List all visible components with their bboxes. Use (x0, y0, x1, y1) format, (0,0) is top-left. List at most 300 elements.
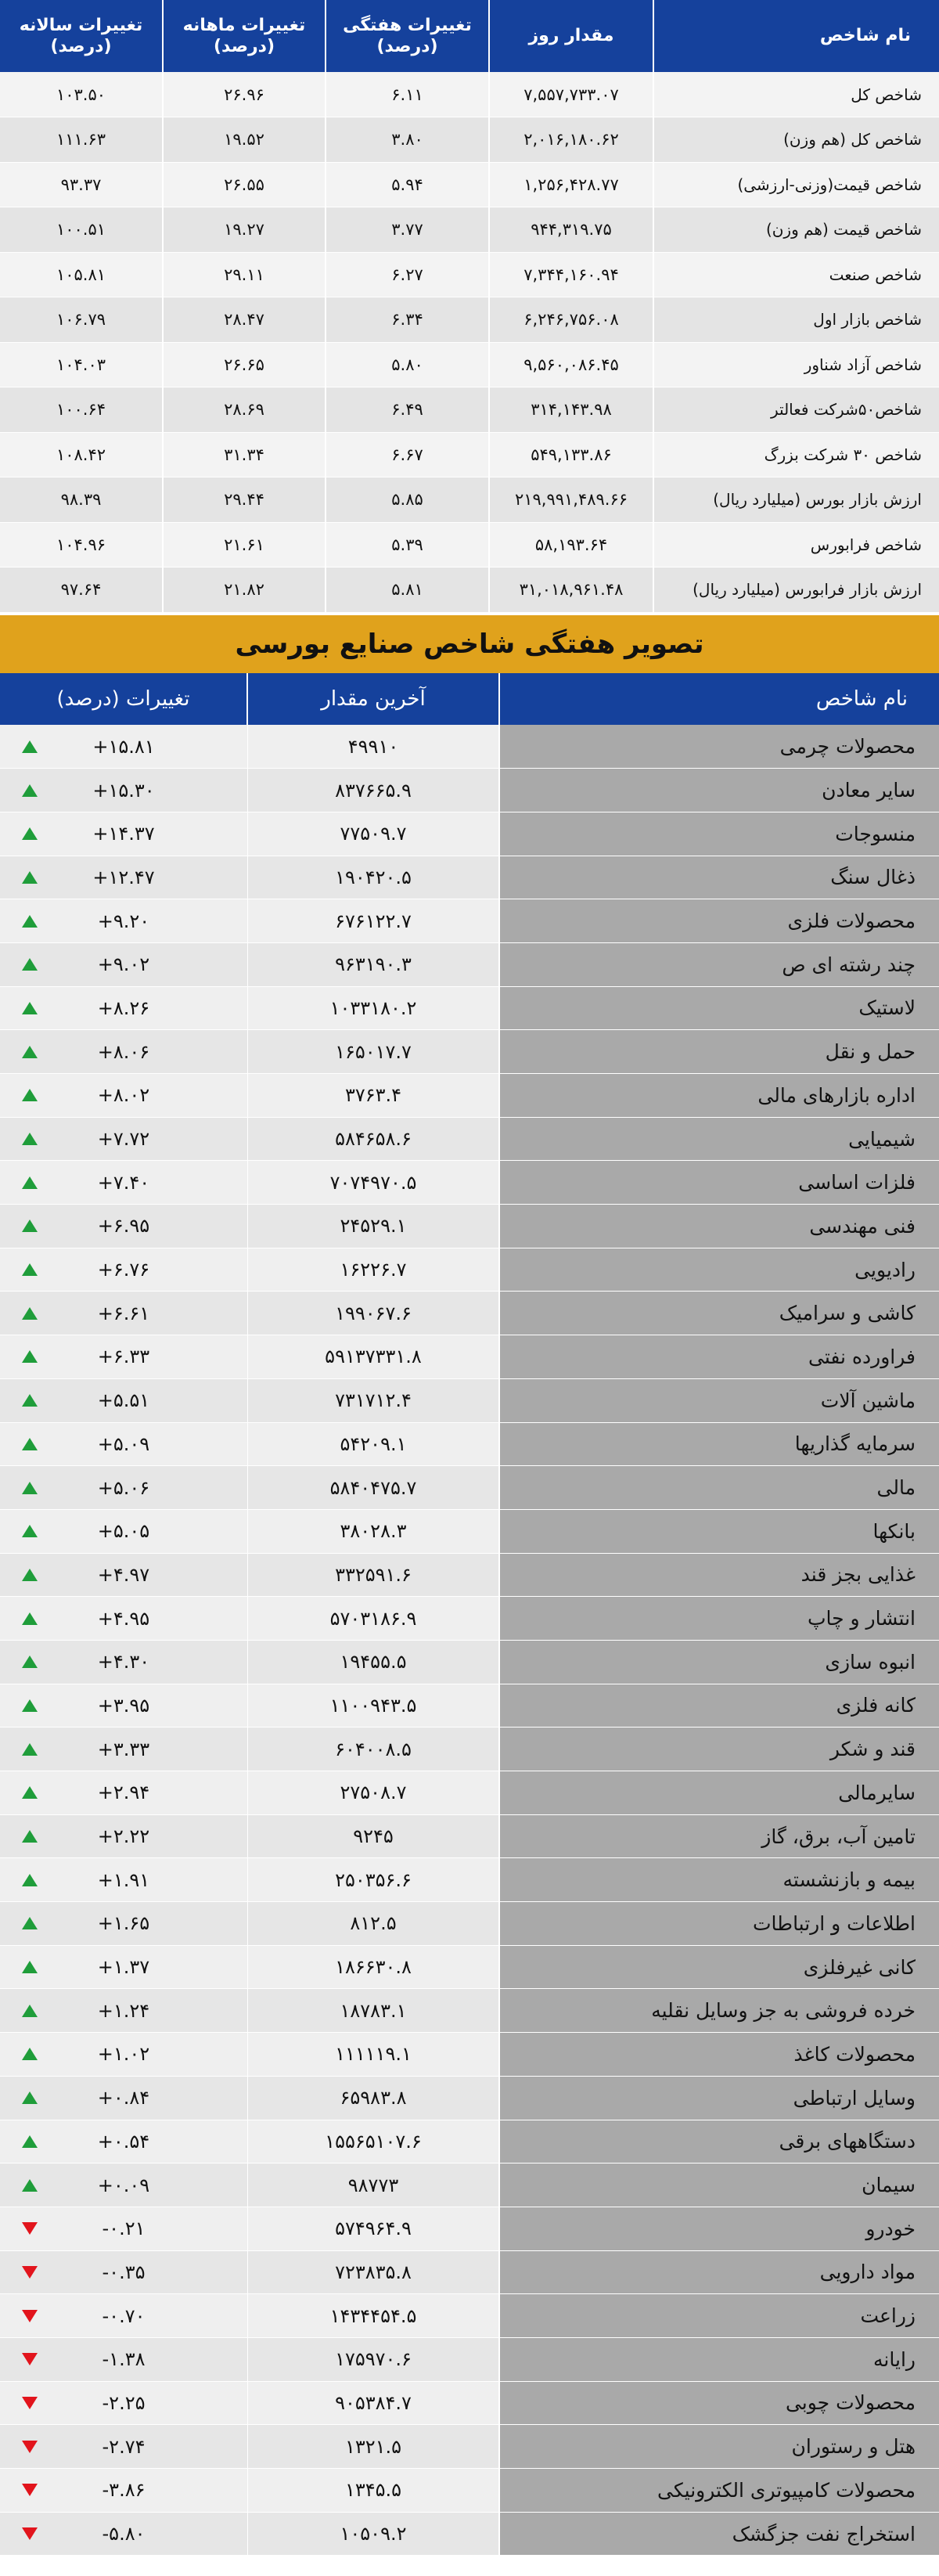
table-row (0, 1814, 939, 1858)
industry-name-cell: سرمایه گذاریها (499, 1422, 939, 1466)
industry-name-cell: ماشین آلات (499, 1378, 939, 1422)
daily-value-cell: ۳۱۴,۱۴۳.۹۸ (489, 387, 653, 433)
last-value-cell: ۸۱۲.۵ (247, 1902, 499, 1946)
triangle-up-icon (22, 2179, 38, 2192)
monthly-change-cell: ۲۹.۱۱ (163, 252, 326, 297)
last-value-cell: ۱۵۵۶۵۱۰۷.۶ (247, 2120, 499, 2163)
triangle-up-icon (22, 1917, 38, 1929)
change-percent-cell (0, 2512, 247, 2556)
change-value: +۵.۵۱ (97, 1389, 150, 1412)
table-row (0, 2337, 939, 2381)
table-row (0, 1989, 939, 2033)
change-value: +۱۵.۳۰ (92, 779, 155, 802)
table-row (0, 162, 939, 207)
change-value: +۶.۷۶ (97, 1259, 150, 1281)
change-percent-cell (0, 2425, 247, 2469)
change-value: +۱.۹۱ (97, 1868, 150, 1891)
table-row (0, 1335, 939, 1379)
last-value-cell: ۲۵۰۳۵۶.۶ (247, 1858, 499, 1902)
last-value-cell: ۷۰۷۴۹۷۰.۵ (247, 1161, 499, 1205)
yearly-change-cell: ۱۰۰.۵۱ (0, 207, 163, 253)
last-value-cell: ۱۰۳۳۱۸۰.۲ (247, 986, 499, 1030)
industry-name-cell: سیمان (499, 2163, 939, 2207)
table-row (0, 1902, 939, 1946)
last-value-cell: ۱۹۹۰۶۷.۶ (247, 1292, 499, 1335)
triangle-up-icon (22, 1961, 38, 1973)
weekly-change-cell: ۳.۸۰ (326, 117, 489, 163)
industry-name-cell: شیمیایی (499, 1117, 939, 1161)
table-row (0, 1597, 939, 1641)
triangle-up-icon (22, 2091, 38, 2104)
industry-name-cell: هتل و رستوران (499, 2425, 939, 2469)
last-value-cell: ۱۴۳۴۴۵۴.۵ (247, 2294, 499, 2338)
industry-name-cell: غذایی بجز قند (499, 1553, 939, 1597)
triangle-up-icon (22, 1786, 38, 1799)
change-value: +۰.۰۹ (97, 2174, 150, 2196)
last-value-cell: ۱۳۴۵.۵ (247, 2469, 499, 2513)
change-value: +۲.۹۴ (97, 1782, 150, 1804)
monthly-change-cell: ۱۹.۵۲ (163, 117, 326, 163)
last-value-cell: ۵۸۴۶۵۸.۶ (247, 1117, 499, 1161)
monthly-change-cell: ۲۶.۶۵ (163, 342, 326, 387)
table-row (0, 117, 939, 163)
weekly-change-cell: ۶.۶۷ (326, 432, 489, 477)
change-value: +۳.۹۵ (97, 1694, 150, 1717)
change-percent-cell (0, 2469, 247, 2513)
change-percent-cell (0, 899, 247, 943)
last-value-cell: ۱۱۱۱۱۹.۱ (247, 2033, 499, 2077)
last-value-cell: ۳۸۰۲۸.۳ (247, 1509, 499, 1553)
triangle-down-icon (22, 2527, 38, 2540)
change-percent-cell (0, 1335, 247, 1379)
header-industry-name: نام شاخص (499, 673, 939, 725)
industry-name-cell: لاستیک (499, 986, 939, 1030)
header-change-percent: تغییرات (درصد) (0, 673, 247, 725)
table-row (0, 2163, 939, 2207)
header-daily-value: مقدار روز (489, 0, 653, 72)
industry-name-cell: رادیویی (499, 1248, 939, 1292)
index-name-cell: شاخص قیمت (هم وزن) (653, 207, 939, 253)
change-percent-cell (0, 1074, 247, 1118)
table-row (0, 1553, 939, 1597)
weekly-change-cell: ۶.۳۴ (326, 297, 489, 343)
change-value: +۰.۸۴ (97, 2087, 150, 2109)
yearly-change-cell: ۱۰۴.۰۳ (0, 342, 163, 387)
table-row (0, 2250, 939, 2294)
last-value-cell: ۱۹۴۵۵.۵ (247, 1640, 499, 1684)
table-row (0, 387, 939, 433)
table-row (0, 207, 939, 253)
industry-header-row (0, 673, 939, 725)
daily-value-cell: ۷,۳۴۴,۱۶۰.۹۴ (489, 252, 653, 297)
triangle-up-icon (22, 2135, 38, 2148)
triangle-up-icon (22, 1307, 38, 1320)
triangle-up-icon (22, 1263, 38, 1276)
triangle-down-icon (22, 2222, 38, 2235)
change-value: +۹.۰۲ (97, 953, 150, 976)
industry-name-cell: انتشار و چاپ (499, 1597, 939, 1641)
change-percent-cell (0, 986, 247, 1030)
change-percent-cell (0, 1292, 247, 1335)
change-percent-cell (0, 1902, 247, 1946)
table-row (0, 812, 939, 856)
industry-name-cell: تامین آب، برق، گاز (499, 1814, 939, 1858)
industry-name-cell: کانی غیرفلزی (499, 1945, 939, 1989)
change-value: +۶.۹۵ (97, 1215, 150, 1238)
last-value-cell: ۹۸۷۷۳ (247, 2163, 499, 2207)
table-row (0, 1945, 939, 1989)
change-value: +۹.۲۰ (97, 910, 150, 932)
yearly-change-cell: ۱۰۸.۴۲ (0, 432, 163, 477)
change-value: +۳.۳۳ (97, 1738, 150, 1760)
yearly-change-cell: ۱۱۱.۶۳ (0, 117, 163, 163)
industry-index-table (0, 673, 939, 2556)
triangle-up-icon (22, 958, 38, 971)
weekly-change-cell: ۵.۹۴ (326, 162, 489, 207)
industry-name-cell: کاشی و سرامیک (499, 1292, 939, 1335)
change-value: -۲.۷۴ (102, 2435, 146, 2458)
change-percent-cell (0, 725, 247, 769)
change-value: +۶.۶۱ (97, 1302, 150, 1324)
change-value: +۴.۹۷ (97, 1563, 150, 1586)
triangle-up-icon (22, 1176, 38, 1189)
change-percent-cell (0, 942, 247, 986)
index-name-cell: شاخص قیمت(وزنی-ارزشی) (653, 162, 939, 207)
industry-name-cell: محصولات کاغذ (499, 2033, 939, 2077)
industry-name-cell: استخراج نفت جزگشک (499, 2512, 939, 2556)
daily-value-cell: ۷,۵۵۷,۷۳۳.۰۷ (489, 72, 653, 117)
table-row (0, 1640, 939, 1684)
change-value: +۴.۳۰ (97, 1651, 150, 1673)
header-yearly-change: تغییرات سالانه (درصد) (0, 0, 163, 72)
change-value: +۱.۳۷ (97, 1956, 150, 1979)
change-value: +۱۲.۴۷ (92, 866, 155, 888)
weekly-change-cell: ۶.۴۹ (326, 387, 489, 433)
change-value: +۲.۲۲ (97, 1825, 150, 1848)
industry-name-cell: منسوجات (499, 812, 939, 856)
last-value-cell: ۱۸۶۶۳۰.۸ (247, 1945, 499, 1989)
change-percent-cell (0, 1248, 247, 1292)
change-value: +۵.۰۹ (97, 1432, 150, 1455)
industry-name-cell: وسایل ارتباطی (499, 2076, 939, 2120)
table-row (0, 432, 939, 477)
weekly-change-cell: ۶.۲۷ (326, 252, 489, 297)
table-row (0, 252, 939, 297)
triangle-down-icon (22, 2397, 38, 2409)
weekly-change-cell: ۶.۱۱ (326, 72, 489, 117)
weekly-change-cell: ۵.۸۱ (326, 567, 489, 613)
daily-value-cell: ۳۱,۰۱۸,۹۶۱.۴۸ (489, 567, 653, 613)
index-name-cell: شاخص کل (653, 72, 939, 117)
industry-name-cell: فراورده نفتی (499, 1335, 939, 1379)
last-value-cell: ۱۸۷۸۳.۱ (247, 1989, 499, 2033)
triangle-up-icon (22, 1089, 38, 1101)
last-value-cell: ۵۹۱۳۷۳۳۱.۸ (247, 1335, 499, 1379)
change-value: -۵.۸۰ (102, 2523, 146, 2545)
summary-header-row (0, 0, 939, 72)
change-value: +۸.۲۶ (97, 996, 150, 1019)
last-value-cell: ۱۶۲۲۶.۷ (247, 1248, 499, 1292)
industry-name-cell: اطلاعات و ارتباطات (499, 1902, 939, 1946)
change-percent-cell (0, 1553, 247, 1597)
last-value-cell: ۲۷۵۰۸.۷ (247, 1771, 499, 1815)
triangle-up-icon (22, 1655, 38, 1668)
change-value: +۰.۵۴ (97, 2130, 150, 2153)
yearly-change-cell: ۹۸.۳۹ (0, 477, 163, 523)
last-value-cell: ۱۰۵۰۹.۲ (247, 2512, 499, 2556)
daily-value-cell: ۹۴۴,۳۱۹.۷۵ (489, 207, 653, 253)
last-value-cell: ۳۳۲۵۹۱.۶ (247, 1553, 499, 1597)
change-percent-cell (0, 1945, 247, 1989)
yearly-change-cell: ۱۰۳.۵۰ (0, 72, 163, 117)
industry-name-cell: چند رشته ای ص (499, 942, 939, 986)
table-row (0, 522, 939, 567)
index-name-cell: شاخص ۳۰ شرکت بزرگ (653, 432, 939, 477)
triangle-up-icon (22, 1046, 38, 1058)
header-index-name: نام شاخص (653, 0, 939, 72)
last-value-cell: ۳۷۶۳.۴ (247, 1074, 499, 1118)
change-percent-cell (0, 1509, 247, 1553)
last-value-cell: ۷۳۱۷۱۲.۴ (247, 1378, 499, 1422)
change-percent-cell (0, 1205, 247, 1248)
weekly-change-cell: ۵.۸۵ (326, 477, 489, 523)
change-percent-cell (0, 1684, 247, 1728)
header-last-value: آخرین مقدار (247, 673, 499, 725)
table-row (0, 725, 939, 769)
triangle-up-icon (22, 1350, 38, 1363)
triangle-down-icon (22, 2266, 38, 2279)
daily-value-cell: ۲,۰۱۶,۱۸۰.۶۲ (489, 117, 653, 163)
change-percent-cell (0, 2381, 247, 2425)
table-row (0, 1292, 939, 1335)
table-row (0, 72, 939, 117)
last-value-cell: ۹۰۵۳۸۴.۷ (247, 2381, 499, 2425)
index-name-cell: شاخص آزاد شناور (653, 342, 939, 387)
table-row (0, 297, 939, 343)
index-name-cell: ارزش بازار بورس (میلیارد ریال) (653, 477, 939, 523)
table-row (0, 1161, 939, 1205)
last-value-cell: ۵۸۴۰۴۷۵.۷ (247, 1466, 499, 1510)
change-value: +۱.۰۲ (97, 2043, 150, 2066)
triangle-up-icon (22, 1569, 38, 1581)
index-name-cell: شاخص کل (هم وزن) (653, 117, 939, 163)
monthly-change-cell: ۲۱.۶۱ (163, 522, 326, 567)
yearly-change-cell: ۱۰۴.۹۶ (0, 522, 163, 567)
table-row (0, 2469, 939, 2513)
industry-name-cell: خرده فروشی به جز وسایل نقلیه (499, 1989, 939, 2033)
table-row (0, 1858, 939, 1902)
daily-value-cell: ۶,۲۴۶,۷۵۶.۰۸ (489, 297, 653, 343)
change-value: -۳.۸۶ (102, 2479, 146, 2502)
triangle-up-icon (22, 1394, 38, 1407)
industry-name-cell: محصولات چرمی (499, 725, 939, 769)
triangle-up-icon (22, 1743, 38, 1756)
weekly-change-cell: ۵.۸۰ (326, 342, 489, 387)
table-row (0, 1684, 939, 1728)
daily-value-cell: ۱,۲۵۶,۴۲۸.۷۷ (489, 162, 653, 207)
change-percent-cell (0, 1117, 247, 1161)
change-percent-cell (0, 2250, 247, 2294)
change-percent-cell (0, 1161, 247, 1205)
change-percent-cell (0, 2033, 247, 2077)
table-row (0, 1422, 939, 1466)
table-row (0, 986, 939, 1030)
weekly-change-cell: ۳.۷۷ (326, 207, 489, 253)
change-value: -۲.۲۵ (102, 2391, 146, 2414)
index-name-cell: ارزش بازار فرابورس (میلیارد ریال) (653, 567, 939, 613)
change-value: +۱.۶۵ (97, 1912, 150, 1935)
industry-name-cell: محصولات فلزی (499, 899, 939, 943)
table-row (0, 1378, 939, 1422)
triangle-up-icon (22, 871, 38, 884)
daily-value-cell: ۹,۵۶۰,۰۸۶.۴۵ (489, 342, 653, 387)
triangle-up-icon (22, 827, 38, 840)
last-value-cell: ۵۴۲۰۹.۱ (247, 1422, 499, 1466)
last-value-cell: ۸۳۷۶۶۵.۹ (247, 769, 499, 812)
table-row (0, 2076, 939, 2120)
change-percent-cell (0, 1771, 247, 1815)
industry-name-cell: دستگاههای برقی (499, 2120, 939, 2163)
industry-name-cell: قند و شکر (499, 1728, 939, 1771)
last-value-cell: ۱۷۵۹۷۰.۶ (247, 2337, 499, 2381)
table-row (0, 477, 939, 523)
change-value: -۰.۳۵ (102, 2261, 146, 2283)
triangle-up-icon (22, 740, 38, 753)
change-value: +۷.۴۰ (97, 1171, 150, 1194)
change-value: +۴.۹۵ (97, 1607, 150, 1630)
table-row (0, 2207, 939, 2250)
table-row (0, 2033, 939, 2077)
change-percent-cell (0, 2207, 247, 2250)
header-weekly-change: تغییرات هفتگی (درصد) (326, 0, 489, 72)
daily-value-cell: ۲۱۹,۹۹۱,۴۸۹.۶۶ (489, 477, 653, 523)
triangle-up-icon (22, 1525, 38, 1537)
change-percent-cell (0, 2337, 247, 2381)
triangle-up-icon (22, 1438, 38, 1450)
yearly-change-cell: ۹۳.۳۷ (0, 162, 163, 207)
index-name-cell: شاخص۵۰شرکت فعالتر (653, 387, 939, 433)
table-row (0, 1248, 939, 1292)
index-name-cell: شاخص صنعت (653, 252, 939, 297)
industry-name-cell: بیمه و بازنشسته (499, 1858, 939, 1902)
industry-name-cell: مواد دارویی (499, 2250, 939, 2294)
last-value-cell: ۷۷۵۰۹.۷ (247, 812, 499, 856)
industry-name-cell: زراعت (499, 2294, 939, 2338)
industry-name-cell: ذغال سنگ (499, 856, 939, 899)
change-percent-cell (0, 812, 247, 856)
last-value-cell: ۶۰۴۰۰۸.۵ (247, 1728, 499, 1771)
last-value-cell: ۱۳۲۱.۵ (247, 2425, 499, 2469)
triangle-up-icon (22, 1002, 38, 1014)
change-value: +۷.۷۲ (97, 1128, 150, 1151)
table-row (0, 2120, 939, 2163)
last-value-cell: ۲۴۵۲۹.۱ (247, 1205, 499, 1248)
change-value: +۶.۳۳ (97, 1346, 150, 1368)
yearly-change-cell: ۹۷.۶۴ (0, 567, 163, 613)
table-row (0, 1509, 939, 1553)
triangle-up-icon (22, 1830, 38, 1843)
table-row (0, 2425, 939, 2469)
triangle-up-icon (22, 2048, 38, 2060)
table-row (0, 1117, 939, 1161)
change-percent-cell (0, 2120, 247, 2163)
daily-value-cell: ۵۴۹,۱۳۳.۸۶ (489, 432, 653, 477)
table-row (0, 1205, 939, 1248)
monthly-change-cell: ۱۹.۲۷ (163, 207, 326, 253)
change-value: +۱.۲۴ (97, 1999, 150, 2022)
weekly-change-cell: ۵.۳۹ (326, 522, 489, 567)
industry-name-cell: محصولات چوبی (499, 2381, 939, 2425)
index-name-cell: شاخص فرابورس (653, 522, 939, 567)
industry-name-cell: رایانه (499, 2337, 939, 2381)
triangle-down-icon (22, 2441, 38, 2453)
last-value-cell: ۱۱۰۰۹۴۳.۵ (247, 1684, 499, 1728)
triangle-down-icon (22, 2353, 38, 2365)
change-value: -۱.۳۸ (102, 2348, 146, 2371)
last-value-cell: ۹۶۳۱۹۰.۳ (247, 942, 499, 986)
change-percent-cell (0, 1814, 247, 1858)
change-value: +۱۴.۳۷ (92, 823, 155, 845)
last-value-cell: ۵۷۴۹۶۴.۹ (247, 2207, 499, 2250)
triangle-up-icon (22, 915, 38, 928)
change-percent-cell (0, 856, 247, 899)
triangle-down-icon (22, 2310, 38, 2322)
change-percent-cell (0, 1989, 247, 2033)
change-percent-cell (0, 1030, 247, 1074)
change-percent-cell (0, 1640, 247, 1684)
last-value-cell: ۶۵۹۸۳.۸ (247, 2076, 499, 2120)
triangle-up-icon (22, 1220, 38, 1232)
change-value: +۸.۰۶ (97, 1040, 150, 1063)
change-percent-cell (0, 2076, 247, 2120)
change-value: +۵.۰۶ (97, 1476, 150, 1499)
daily-value-cell: ۵۸,۱۹۳.۶۴ (489, 522, 653, 567)
change-percent-cell (0, 1378, 247, 1422)
table-row (0, 567, 939, 613)
index-name-cell: شاخص بازار اول (653, 297, 939, 343)
table-row (0, 769, 939, 812)
header-monthly-change: تغییرات ماهانه (درصد) (163, 0, 326, 72)
market-summary-table (0, 0, 939, 613)
industry-name-cell: سایر معادن (499, 769, 939, 812)
triangle-up-icon (22, 1874, 38, 1886)
last-value-cell: ۱۹۰۴۲۰.۵ (247, 856, 499, 899)
monthly-change-cell: ۲۶.۹۶ (163, 72, 326, 117)
triangle-up-icon (22, 1482, 38, 1494)
table-row (0, 899, 939, 943)
section-title-banner (0, 615, 939, 673)
last-value-cell: ۶۷۶۱۲۲.۷ (247, 899, 499, 943)
industry-name-cell: فنی مهندسی (499, 1205, 939, 1248)
industry-name-cell: خودرو (499, 2207, 939, 2250)
change-percent-cell (0, 1858, 247, 1902)
yearly-change-cell: ۱۰۵.۸۱ (0, 252, 163, 297)
section-title: تصویر هفتگی شاخص صنایع بورسی (235, 629, 704, 660)
change-percent-cell (0, 2163, 247, 2207)
monthly-change-cell: ۳۱.۳۴ (163, 432, 326, 477)
change-value: +۱۵.۸۱ (92, 735, 155, 758)
change-value: -۰.۲۱ (102, 2218, 146, 2240)
monthly-change-cell: ۲۱.۸۲ (163, 567, 326, 613)
industry-name-cell: سایرمالی (499, 1771, 939, 1815)
last-value-cell: ۵۷۰۳۱۸۶.۹ (247, 1597, 499, 1641)
triangle-up-icon (22, 1133, 38, 1145)
table-row (0, 2512, 939, 2556)
industry-name-cell: محصولات کامپیوتری الکترونیکی (499, 2469, 939, 2513)
last-value-cell: ۴۹۹۱۰ (247, 725, 499, 769)
industry-name-cell: انبوه سازی (499, 1640, 939, 1684)
monthly-change-cell: ۲۸.۴۷ (163, 297, 326, 343)
